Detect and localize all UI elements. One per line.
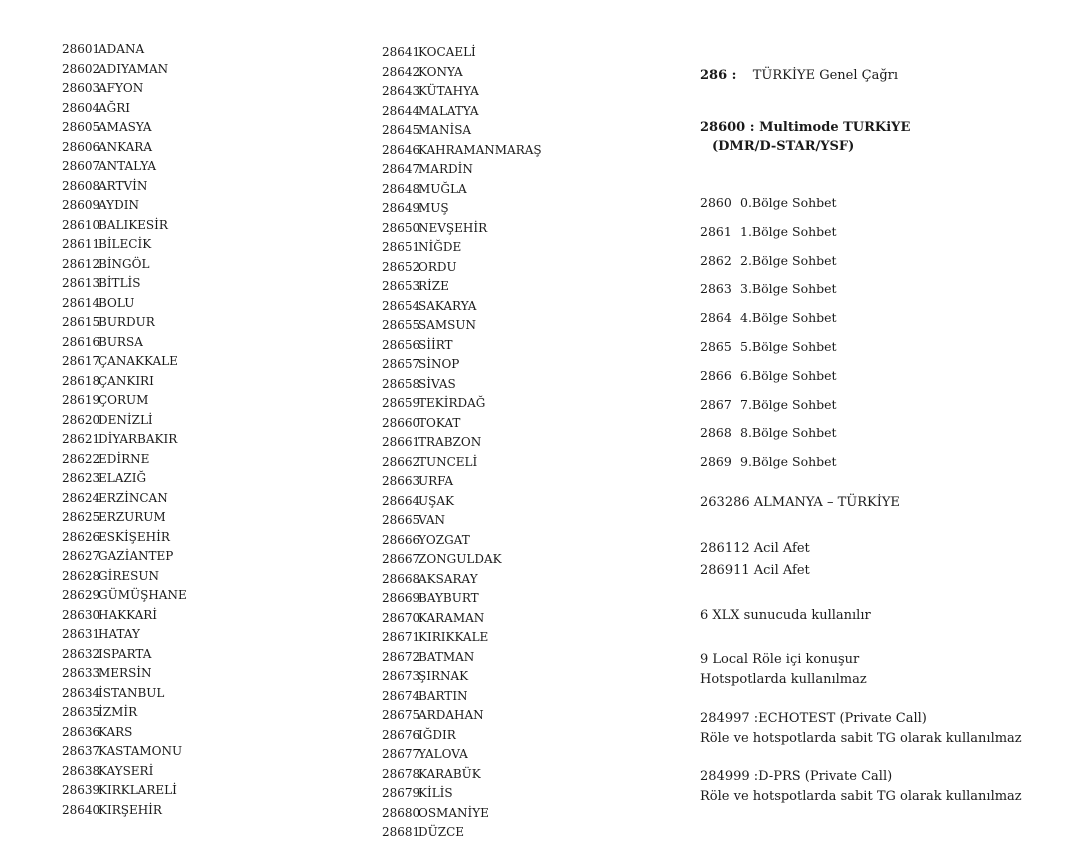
province-code: 28620 — [62, 412, 101, 427]
province-name: ISPARTA — [98, 646, 152, 661]
province-name: GİRESUN — [98, 568, 159, 583]
province-name: ÇORUM — [98, 393, 149, 407]
multimode-modes: (DMR/D-STAR/YSF) — [712, 139, 855, 154]
province-row — [62, 469, 187, 489]
province-code: 28627 — [62, 549, 101, 563]
province-code: 28669 — [382, 591, 421, 605]
province-name: BALIKESİR — [98, 217, 168, 232]
province-row — [62, 255, 187, 275]
zone-code: 2868 — [700, 425, 732, 441]
province-code: 28639 — [62, 783, 101, 797]
province-code: 28606 — [62, 139, 101, 154]
province-name: URFA — [418, 474, 454, 488]
province-row — [382, 745, 542, 765]
general-call-code: 286 : — [700, 68, 737, 83]
province-name: VAN — [418, 513, 446, 527]
province-name: RİZE — [418, 279, 449, 293]
province-row — [62, 313, 187, 333]
province-name: YOZGAT — [418, 532, 470, 547]
province-name: OSMANİYE — [418, 805, 489, 820]
local-line: 9 Local Röle içi konuşur — [700, 652, 860, 667]
province-row — [382, 511, 542, 531]
province-code: 28666 — [382, 532, 421, 547]
province-code: 28665 — [382, 513, 421, 527]
province-code: 28671 — [382, 630, 421, 644]
province-code: 28678 — [382, 766, 421, 781]
province-name: İZMİR — [98, 705, 138, 719]
province-code: 28677 — [382, 747, 421, 761]
province-row — [62, 411, 187, 431]
province-name: KASTAMONU — [98, 744, 183, 758]
province-code: 28667 — [382, 552, 421, 566]
zone-code: 2860 — [700, 195, 732, 210]
province-name: ELAZIĞ — [98, 471, 147, 485]
province-name: KIRKLARELİ — [98, 783, 177, 797]
province-row — [382, 687, 542, 707]
zone-row — [700, 419, 837, 448]
province-code: 28624 — [62, 490, 101, 505]
province-name: SAMSUN — [418, 318, 477, 332]
province-row — [382, 102, 542, 122]
province-code: 28614 — [62, 295, 101, 310]
province-code: 28612 — [62, 256, 101, 271]
province-code: 28622 — [62, 451, 101, 466]
province-row — [62, 79, 187, 99]
emergency-line: 286112 Acil Afet — [700, 541, 810, 556]
province-code: 28611 — [62, 237, 101, 251]
province-row — [62, 508, 187, 528]
province-code: 28604 — [62, 100, 101, 115]
province-code: 28675 — [382, 708, 421, 722]
province-code: 28674 — [382, 688, 421, 703]
province-name: HATAY — [98, 627, 140, 641]
zone-label: 4.Bölge Sohbet — [740, 310, 837, 326]
province-code: 28680 — [382, 805, 421, 820]
province-code: 28617 — [62, 354, 101, 368]
province-code: 28630 — [62, 607, 101, 622]
province-row — [62, 567, 187, 587]
province-row — [382, 609, 542, 629]
province-name: UŞAK — [418, 493, 454, 508]
province-row — [382, 297, 542, 317]
local-note: Hotspotlarda kullanılmaz — [700, 672, 867, 687]
province-row — [62, 138, 187, 158]
province-row — [62, 430, 187, 450]
province-row — [62, 333, 187, 353]
province-code: 28657 — [382, 357, 421, 371]
province-name: KIRŞEHİR — [98, 802, 162, 817]
province-code: 28640 — [62, 802, 101, 817]
province-name: EDİRNE — [98, 451, 150, 466]
province-code: 28653 — [382, 279, 421, 293]
province-name: ÇANAKKALE — [98, 354, 178, 368]
province-name: NİĞDE — [418, 240, 462, 254]
province-code: 28643 — [382, 84, 421, 98]
province-row — [382, 63, 542, 83]
province-name: ARTVİN — [98, 178, 148, 193]
province-code: 28623 — [62, 471, 101, 485]
province-name: ARDAHAN — [418, 708, 484, 722]
province-name: GÜMÜŞHANE — [98, 588, 187, 602]
province-code: 28673 — [382, 669, 421, 683]
province-name: MUĞLA — [418, 181, 467, 196]
province-name: HAKKARİ — [98, 607, 158, 622]
province-row — [382, 160, 542, 180]
province-name: ERZURUM — [98, 510, 166, 524]
province-name: ADIYAMAN — [98, 61, 169, 76]
province-name: AKSARAY — [418, 571, 478, 586]
province-row — [382, 277, 542, 297]
province-code: 28646 — [382, 142, 421, 157]
province-row — [382, 472, 542, 492]
province-code: 28607 — [62, 159, 101, 173]
province-code: 28654 — [382, 298, 421, 313]
province-name: BARTIN — [418, 688, 468, 703]
province-name: MANİSA — [418, 123, 472, 137]
multimode-block — [700, 118, 910, 156]
province-list-left — [62, 40, 187, 820]
dprs-note: Röle ve hotspotlarda sabit TG olarak kullanılmaz — [700, 789, 1022, 804]
province-code: 28603 — [62, 81, 101, 95]
province-row — [62, 762, 187, 782]
province-code: 28615 — [62, 315, 101, 329]
province-name: ANTALYA — [98, 159, 157, 173]
zone-label: 8.Bölge Sohbet — [740, 425, 837, 441]
province-name: ÇANKIRI — [98, 373, 154, 388]
zone-row — [700, 391, 837, 420]
province-row — [62, 274, 187, 294]
general-call-label: TÜRKİYE Genel Çağrı — [752, 68, 899, 83]
province-code: 28660 — [382, 415, 421, 430]
province-row — [62, 489, 187, 509]
province-code: 28613 — [62, 276, 101, 290]
xlx-line: 6 XLX sunucuda kullanılır — [700, 608, 871, 623]
province-row — [382, 375, 542, 395]
province-code: 28672 — [382, 649, 421, 664]
zone-label: 0.Bölge Sohbet — [740, 195, 837, 210]
province-row — [382, 453, 542, 473]
province-row — [62, 294, 187, 314]
province-name: SİVAS — [418, 376, 456, 391]
province-code: 28645 — [382, 123, 421, 137]
province-name: BİNGÖL — [98, 256, 150, 271]
zone-label: 6.Bölge Sohbet — [740, 367, 837, 383]
province-name: BİTLİS — [98, 276, 141, 290]
province-name: IĞDIR — [418, 727, 456, 742]
local-block — [700, 650, 867, 690]
echotest-note: Röle ve hotspotlarda sabit TG olarak kullanılmaz — [700, 731, 1022, 746]
province-name: BOLU — [98, 295, 135, 310]
province-code: 28629 — [62, 588, 101, 602]
emergency-line: 286911 Acil Afet — [700, 563, 810, 578]
province-name: ŞIRNAK — [418, 669, 469, 683]
zone-row — [700, 333, 837, 362]
province-row — [382, 726, 542, 746]
province-code: 28632 — [62, 646, 101, 661]
province-row — [62, 391, 187, 411]
province-row — [62, 664, 187, 684]
province-row — [62, 235, 187, 255]
province-code: 28658 — [382, 376, 421, 391]
province-name: MERSİN — [98, 666, 152, 680]
province-code: 28636 — [62, 724, 101, 739]
province-row — [382, 355, 542, 375]
zone-code: 2866 — [700, 367, 732, 383]
echotest-block — [700, 709, 1022, 749]
zone-row — [700, 275, 837, 304]
province-name: SAKARYA — [418, 298, 477, 313]
province-row — [62, 781, 187, 801]
province-name: ESKİŞEHİR — [98, 529, 170, 544]
province-code: 28642 — [382, 64, 421, 79]
province-name: BİLECİK — [98, 237, 152, 251]
province-name: YALOVA — [418, 747, 468, 761]
province-name: KONYA — [418, 64, 463, 79]
province-code: 28601 — [62, 42, 101, 56]
province-name: İSTANBUL — [98, 685, 165, 700]
province-row — [62, 723, 187, 743]
province-row — [382, 804, 542, 824]
province-name: KAYSERİ — [98, 763, 154, 778]
province-name: TEKİRDAĞ — [418, 396, 486, 410]
germany-turkey-line: 263286 ALMANYA – TÜRKİYE — [700, 495, 900, 510]
zone-row — [700, 189, 837, 218]
province-name: TUNCELİ — [418, 454, 478, 469]
province-code: 28602 — [62, 61, 101, 76]
province-list-middle — [382, 43, 542, 843]
province-row — [382, 238, 542, 258]
province-code: 28681 — [382, 825, 421, 839]
province-code: 28638 — [62, 763, 101, 778]
province-name: KARAMAN — [418, 610, 485, 625]
province-code: 28631 — [62, 627, 101, 641]
province-row — [62, 528, 187, 548]
province-row — [62, 60, 187, 80]
province-row — [62, 645, 187, 665]
province-code: 28659 — [382, 396, 421, 410]
emergency-block — [700, 538, 810, 582]
province-code: 28633 — [62, 666, 101, 680]
province-name: ORDU — [418, 259, 457, 274]
province-row — [382, 219, 542, 239]
province-code: 28619 — [62, 393, 101, 407]
province-code: 28644 — [382, 103, 421, 118]
province-code: 28651 — [382, 240, 421, 254]
province-name: KARABÜK — [418, 766, 481, 781]
province-name: AMASYA — [98, 120, 152, 134]
province-name: ADANA — [98, 42, 145, 56]
province-row — [62, 742, 187, 762]
province-row — [382, 648, 542, 668]
dprs-block — [700, 767, 1022, 807]
echotest-line: 284997 :ECHOTEST (Private Call) — [700, 711, 927, 726]
province-name: BURSA — [98, 334, 143, 349]
province-code: 28652 — [382, 259, 421, 274]
province-code: 28670 — [382, 610, 421, 625]
province-code: 28605 — [62, 120, 101, 134]
province-code: 28641 — [382, 45, 421, 59]
province-name: KIRIKKALE — [418, 630, 489, 644]
zone-code: 2865 — [700, 338, 732, 354]
province-row — [62, 372, 187, 392]
province-row — [382, 706, 542, 726]
province-row — [382, 589, 542, 609]
province-row — [382, 628, 542, 648]
province-name: SİİRT — [418, 337, 453, 352]
province-row — [382, 570, 542, 590]
province-row — [62, 216, 187, 236]
province-row — [382, 121, 542, 141]
province-name: ZONGULDAK — [418, 552, 502, 566]
province-name: AFYON — [98, 81, 144, 95]
province-row — [382, 765, 542, 785]
zone-row — [700, 362, 837, 391]
province-row — [382, 180, 542, 200]
province-code: 28637 — [62, 744, 101, 758]
province-code: 28625 — [62, 510, 101, 524]
province-name: NEVŞEHİR — [418, 220, 488, 235]
province-name: ERZİNCAN — [98, 490, 168, 505]
province-row — [382, 336, 542, 356]
zone-code: 2864 — [700, 310, 732, 326]
province-code: 28621 — [62, 432, 101, 446]
province-row — [62, 196, 187, 216]
province-row — [62, 625, 187, 645]
province-row — [62, 547, 187, 567]
province-name: MUŞ — [418, 201, 449, 215]
zone-code: 2861 — [700, 223, 732, 239]
zone-chat-list — [700, 189, 837, 477]
province-row — [382, 43, 542, 63]
province-name: AYDIN — [98, 198, 139, 212]
zone-row — [700, 247, 837, 276]
province-row — [382, 823, 542, 843]
province-code: 28648 — [382, 181, 421, 196]
province-row — [382, 492, 542, 512]
general-call-line — [700, 68, 898, 83]
province-code: 28650 — [382, 220, 421, 235]
province-code: 28656 — [382, 337, 421, 352]
province-name: BURDUR — [98, 315, 155, 329]
zone-row — [700, 304, 837, 333]
province-code: 28668 — [382, 571, 421, 586]
province-code: 28676 — [382, 727, 421, 742]
province-row — [62, 703, 187, 723]
province-row — [382, 784, 542, 804]
multimode-title: 28600 : Multimode TURKiYE — [700, 120, 911, 135]
province-row — [382, 141, 542, 161]
province-name: KARS — [98, 724, 133, 739]
province-code: 28626 — [62, 529, 101, 544]
province-row — [62, 157, 187, 177]
province-name: AĞRI — [98, 100, 131, 115]
province-row — [382, 258, 542, 278]
province-row — [62, 450, 187, 470]
dprs-line: 284999 :D-PRS (Private Call) — [700, 769, 893, 784]
province-code: 28610 — [62, 217, 101, 232]
zone-label: 3.Bölge Sohbet — [740, 281, 837, 297]
province-row — [382, 531, 542, 551]
province-code: 28635 — [62, 705, 101, 719]
province-code: 28662 — [382, 454, 421, 469]
province-code: 28609 — [62, 198, 101, 212]
province-code: 28679 — [382, 786, 421, 800]
province-name: KOCAELİ — [418, 45, 476, 59]
zone-label: 5.Bölge Sohbet — [740, 338, 837, 354]
province-code: 28634 — [62, 685, 101, 700]
zone-code: 2862 — [700, 252, 732, 268]
zone-label: 2.Bölge Sohbet — [740, 252, 837, 268]
province-code: 28663 — [382, 474, 421, 488]
province-code: 28608 — [62, 178, 101, 193]
zone-code: 2869 — [700, 454, 732, 470]
province-row — [62, 586, 187, 606]
province-name: BATMAN — [418, 649, 475, 664]
province-name: GAZİANTEP — [98, 549, 174, 563]
province-row — [62, 352, 187, 372]
province-row — [62, 684, 187, 704]
province-name: DENİZLİ — [98, 412, 153, 427]
province-name: ANKARA — [98, 139, 153, 154]
province-code: 28628 — [62, 568, 101, 583]
province-code: 28664 — [382, 493, 421, 508]
zone-row — [700, 218, 837, 247]
province-row — [382, 414, 542, 434]
province-row — [62, 40, 187, 60]
province-code: 28647 — [382, 162, 421, 176]
province-name: DÜZCE — [418, 825, 465, 839]
zone-code: 2867 — [700, 396, 732, 412]
province-row — [382, 550, 542, 570]
zone-label: 1.Bölge Sohbet — [740, 223, 837, 239]
province-row — [62, 801, 187, 821]
province-row — [382, 433, 542, 453]
province-code: 28649 — [382, 201, 421, 215]
province-code: 28655 — [382, 318, 421, 332]
province-code: 28661 — [382, 435, 421, 449]
province-row — [62, 99, 187, 119]
province-name: SİNOP — [418, 357, 460, 371]
zone-code: 2863 — [700, 281, 732, 297]
province-code: 28616 — [62, 334, 101, 349]
province-name: MARDİN — [418, 162, 473, 176]
province-name: BAYBURT — [418, 591, 479, 605]
province-row — [62, 606, 187, 626]
province-row — [382, 394, 542, 414]
province-name: KAHRAMANMARAŞ — [418, 142, 542, 157]
province-name: KÜTAHYA — [418, 84, 479, 98]
province-row — [62, 177, 187, 197]
province-row — [382, 667, 542, 687]
province-name: MALATYA — [418, 103, 479, 118]
zone-row — [700, 448, 837, 477]
zone-label: 9.Bölge Sohbet — [740, 454, 837, 470]
province-name: DİYARBAKIR — [98, 432, 178, 446]
zone-label: 7.Bölge Sohbet — [740, 396, 837, 412]
province-row — [62, 118, 187, 138]
province-name: KİLİS — [418, 786, 453, 800]
province-row — [382, 316, 542, 336]
province-name: TRABZON — [418, 435, 482, 449]
province-row — [382, 82, 542, 102]
province-code: 28618 — [62, 373, 101, 388]
province-name: TOKAT — [418, 415, 461, 430]
province-row — [382, 199, 542, 219]
